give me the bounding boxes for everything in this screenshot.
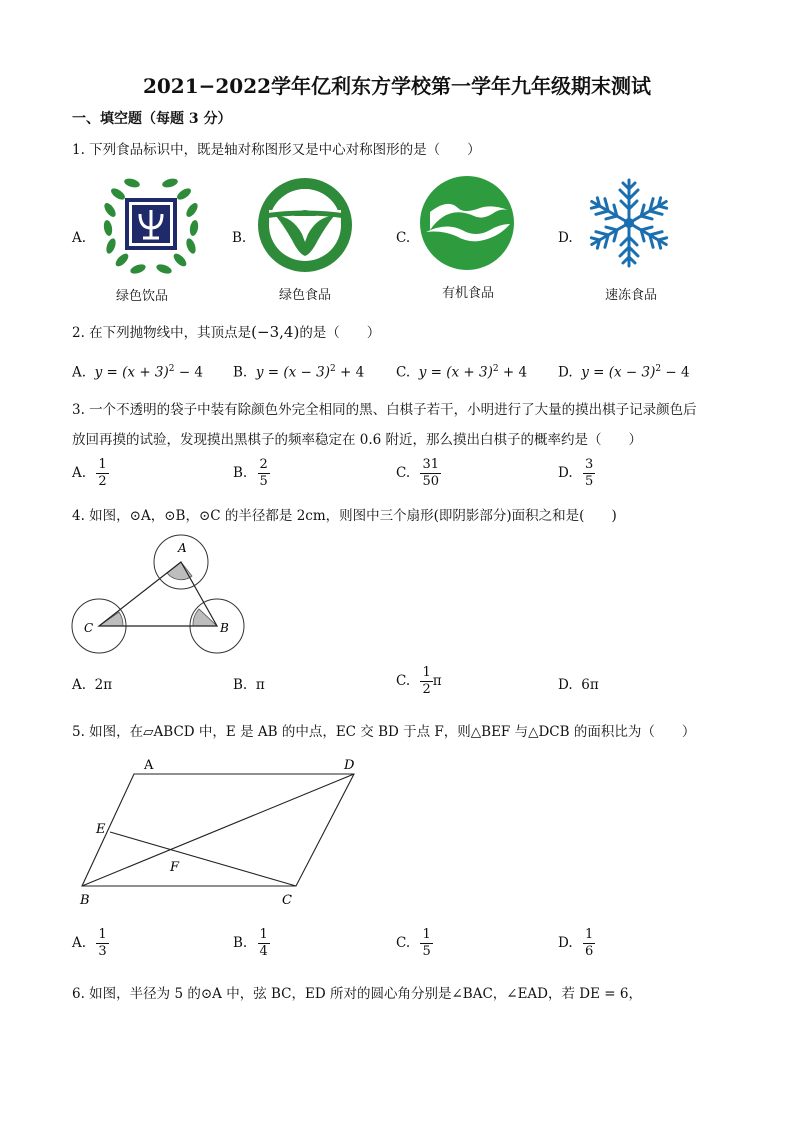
- q5-option-c-den: 5: [422, 944, 431, 959]
- question-3-line-2: 放回再摸的试验，发现摸出黑棋子的频率稳定在 0.6 附近，那么摸出白棋子的概率约是（ ）: [72, 432, 643, 448]
- q5-option-c-fraction: [420, 928, 432, 959]
- q2-vertex: (−3,4): [251, 323, 300, 341]
- q5-label-e: E: [96, 822, 106, 837]
- question-4-text: 4. 如图，⊙A，⊙B，⊙C 的半径都是 2cm，则图中三个扇形(即阴影部分)面积之和是( ): [72, 508, 617, 524]
- q4-option-d-value: 6π: [581, 677, 599, 693]
- q5-option-a: [72, 928, 109, 959]
- q3-option-d-fraction: [583, 458, 595, 489]
- q2-option-a-exp: 2: [168, 364, 175, 374]
- question-2-text: [72, 322, 380, 343]
- q3-option-a-fraction: [96, 458, 108, 489]
- q5-option-c-num: 1: [422, 927, 431, 942]
- q2-option-c-letter: C.: [396, 364, 411, 381]
- q5-option-b-letter: B.: [233, 935, 248, 951]
- section-heading: 一、填空题（每题 3 分）: [72, 111, 232, 127]
- q5-label-b: B: [80, 893, 90, 908]
- q2-option-a-tail: − 4: [174, 364, 204, 381]
- q3-option-b-fraction: [258, 458, 270, 489]
- q2-option-c-tail: + 4: [498, 364, 528, 381]
- q5-option-a-den: 3: [98, 944, 107, 959]
- q2-option-b-exp: 2: [329, 364, 336, 374]
- q2-option-b-tail: + 4: [335, 364, 365, 381]
- q5-option-b-den: 4: [259, 944, 268, 959]
- q4-label-c: C: [84, 621, 94, 635]
- q1-option-a-caption: 绿色饮品: [115, 289, 168, 304]
- q3-option-d: [558, 458, 595, 489]
- q1-option-c-caption: 有机食品: [441, 286, 494, 301]
- q3-option-d-letter: D.: [558, 465, 573, 481]
- q5-label-c: C: [282, 893, 292, 908]
- q2-option-b-eq: y = (x − 3): [255, 364, 330, 381]
- organic-food-logo-icon: [418, 174, 516, 272]
- q3-option-b: [233, 458, 270, 489]
- q5-option-a-num: 1: [98, 927, 107, 942]
- q4-label-b: B: [220, 621, 229, 635]
- q5-label-a: A: [144, 758, 154, 773]
- page-title: 2021−2022学年亿利东方学校第一学年九年级期末测试: [142, 74, 652, 98]
- q4-option-a-letter: A.: [72, 677, 87, 693]
- q5-option-d-fraction: [583, 928, 595, 959]
- q3-option-a-letter: A.: [72, 465, 87, 481]
- q2-option-d-tail: − 4: [661, 364, 690, 381]
- q3-option-a-den: 2: [98, 474, 107, 489]
- q2-text-pre: 2. 在下列抛物线中，其顶点是: [72, 325, 252, 341]
- q3-option-b-den: 5: [259, 474, 268, 489]
- q3-option-c-num: 31: [422, 457, 439, 472]
- snowflake-icon: [582, 176, 676, 270]
- q5-option-d-den: 6: [584, 944, 594, 959]
- q5-option-a-letter: A.: [72, 935, 87, 951]
- q3-option-c: [396, 458, 441, 489]
- q2-option-a: [72, 364, 203, 381]
- q4-option-c-suffix: π: [432, 673, 442, 689]
- q5-option-d-letter: D.: [558, 935, 573, 951]
- q5-option-a-fraction: [96, 928, 108, 959]
- q2-option-b: [233, 364, 364, 381]
- q5-option-c: [396, 928, 433, 959]
- q3-option-a-num: 1: [98, 457, 107, 472]
- q4-option-b-letter: B.: [233, 677, 248, 693]
- q2-option-d-exp: 2: [655, 364, 662, 374]
- q5-option-b-fraction: [258, 928, 270, 959]
- q4-option-c-num: 1: [422, 665, 431, 680]
- q1-option-d-caption: 速冻食品: [604, 288, 657, 303]
- green-drink-logo-icon: [98, 176, 204, 276]
- q1-option-d-letter: D.: [558, 230, 573, 246]
- q2-option-b-letter: B.: [233, 364, 248, 381]
- q4-option-a-value: 2π: [94, 677, 113, 693]
- q2-option-c-eq: y = (x + 3): [418, 364, 493, 381]
- q3-option-c-den: 50: [422, 474, 439, 489]
- q4-label-a: A: [178, 541, 187, 555]
- q2-option-c-exp: 2: [492, 364, 499, 374]
- q1-option-a-letter: A.: [72, 230, 87, 246]
- q4-option-c-fraction: [420, 666, 432, 697]
- q3-option-a: [72, 458, 109, 489]
- q1-option-b-letter: B.: [232, 230, 247, 246]
- question-3-line-1: 3. 一个不透明的袋子中装有除颜色外完全相同的黑、白棋子若干，小明进行了大量的摸出棋子记录颜色后: [72, 402, 697, 418]
- q5-option-b-num: 1: [259, 927, 268, 942]
- q5-label-d: D: [344, 758, 355, 773]
- q5-option-b: [233, 928, 270, 959]
- q4-option-c-den: 2: [422, 682, 431, 697]
- q1-option-b-caption: 绿色食品: [278, 288, 331, 303]
- q4-option-b: [233, 677, 265, 693]
- q5-label-f: F: [170, 860, 180, 875]
- q4-option-c-letter: C.: [396, 673, 411, 689]
- q3-option-c-fraction: [420, 458, 441, 489]
- q3-option-d-num: 3: [584, 457, 594, 472]
- question-5-text: 5. 如图，在▱ABCD 中，E 是 AB 的中点，EC 交 BD 于点 F，则△BEF 与△DCB 的面积比为（ ）: [72, 724, 696, 740]
- q5-option-d: [558, 928, 595, 959]
- q5-parallelogram-diagram: [74, 752, 374, 910]
- q4-three-circles-diagram: [70, 532, 246, 654]
- q1-option-c-letter: C.: [396, 230, 411, 246]
- q2-option-a-eq: y = (x + 3): [94, 364, 169, 381]
- q4-option-c: [396, 666, 442, 697]
- q3-option-b-num: 2: [259, 457, 268, 472]
- q4-option-d-letter: D.: [558, 677, 573, 693]
- q2-option-a-letter: A.: [72, 364, 87, 381]
- q4-option-a: [72, 677, 112, 693]
- question-6-text: 6. 如图，半径为 5 的⊙A 中，弦 BC，ED 所对的圆心角分别是∠BAC，∠EAD，若 DE = 6，: [72, 986, 642, 1002]
- q3-option-c-letter: C.: [396, 465, 411, 481]
- q2-option-d-eq: y = (x − 3): [581, 364, 656, 381]
- q5-option-c-letter: C.: [396, 935, 411, 951]
- q2-option-d-letter: D.: [558, 364, 573, 381]
- question-1-text: 1. 下列食品标识中，既是轴对称图形又是中心对称图形的是（ ）: [72, 142, 481, 158]
- q2-text-post: 的是（ ）: [299, 325, 381, 341]
- q3-option-d-den: 5: [584, 474, 594, 489]
- q3-option-b-letter: B.: [233, 465, 248, 481]
- q5-option-d-num: 1: [584, 927, 594, 942]
- q4-option-d: [558, 677, 599, 693]
- q4-option-b-value: π: [255, 677, 265, 693]
- green-food-logo-icon: [256, 176, 354, 274]
- q2-option-d: [558, 364, 690, 381]
- q2-option-c: [396, 364, 527, 381]
